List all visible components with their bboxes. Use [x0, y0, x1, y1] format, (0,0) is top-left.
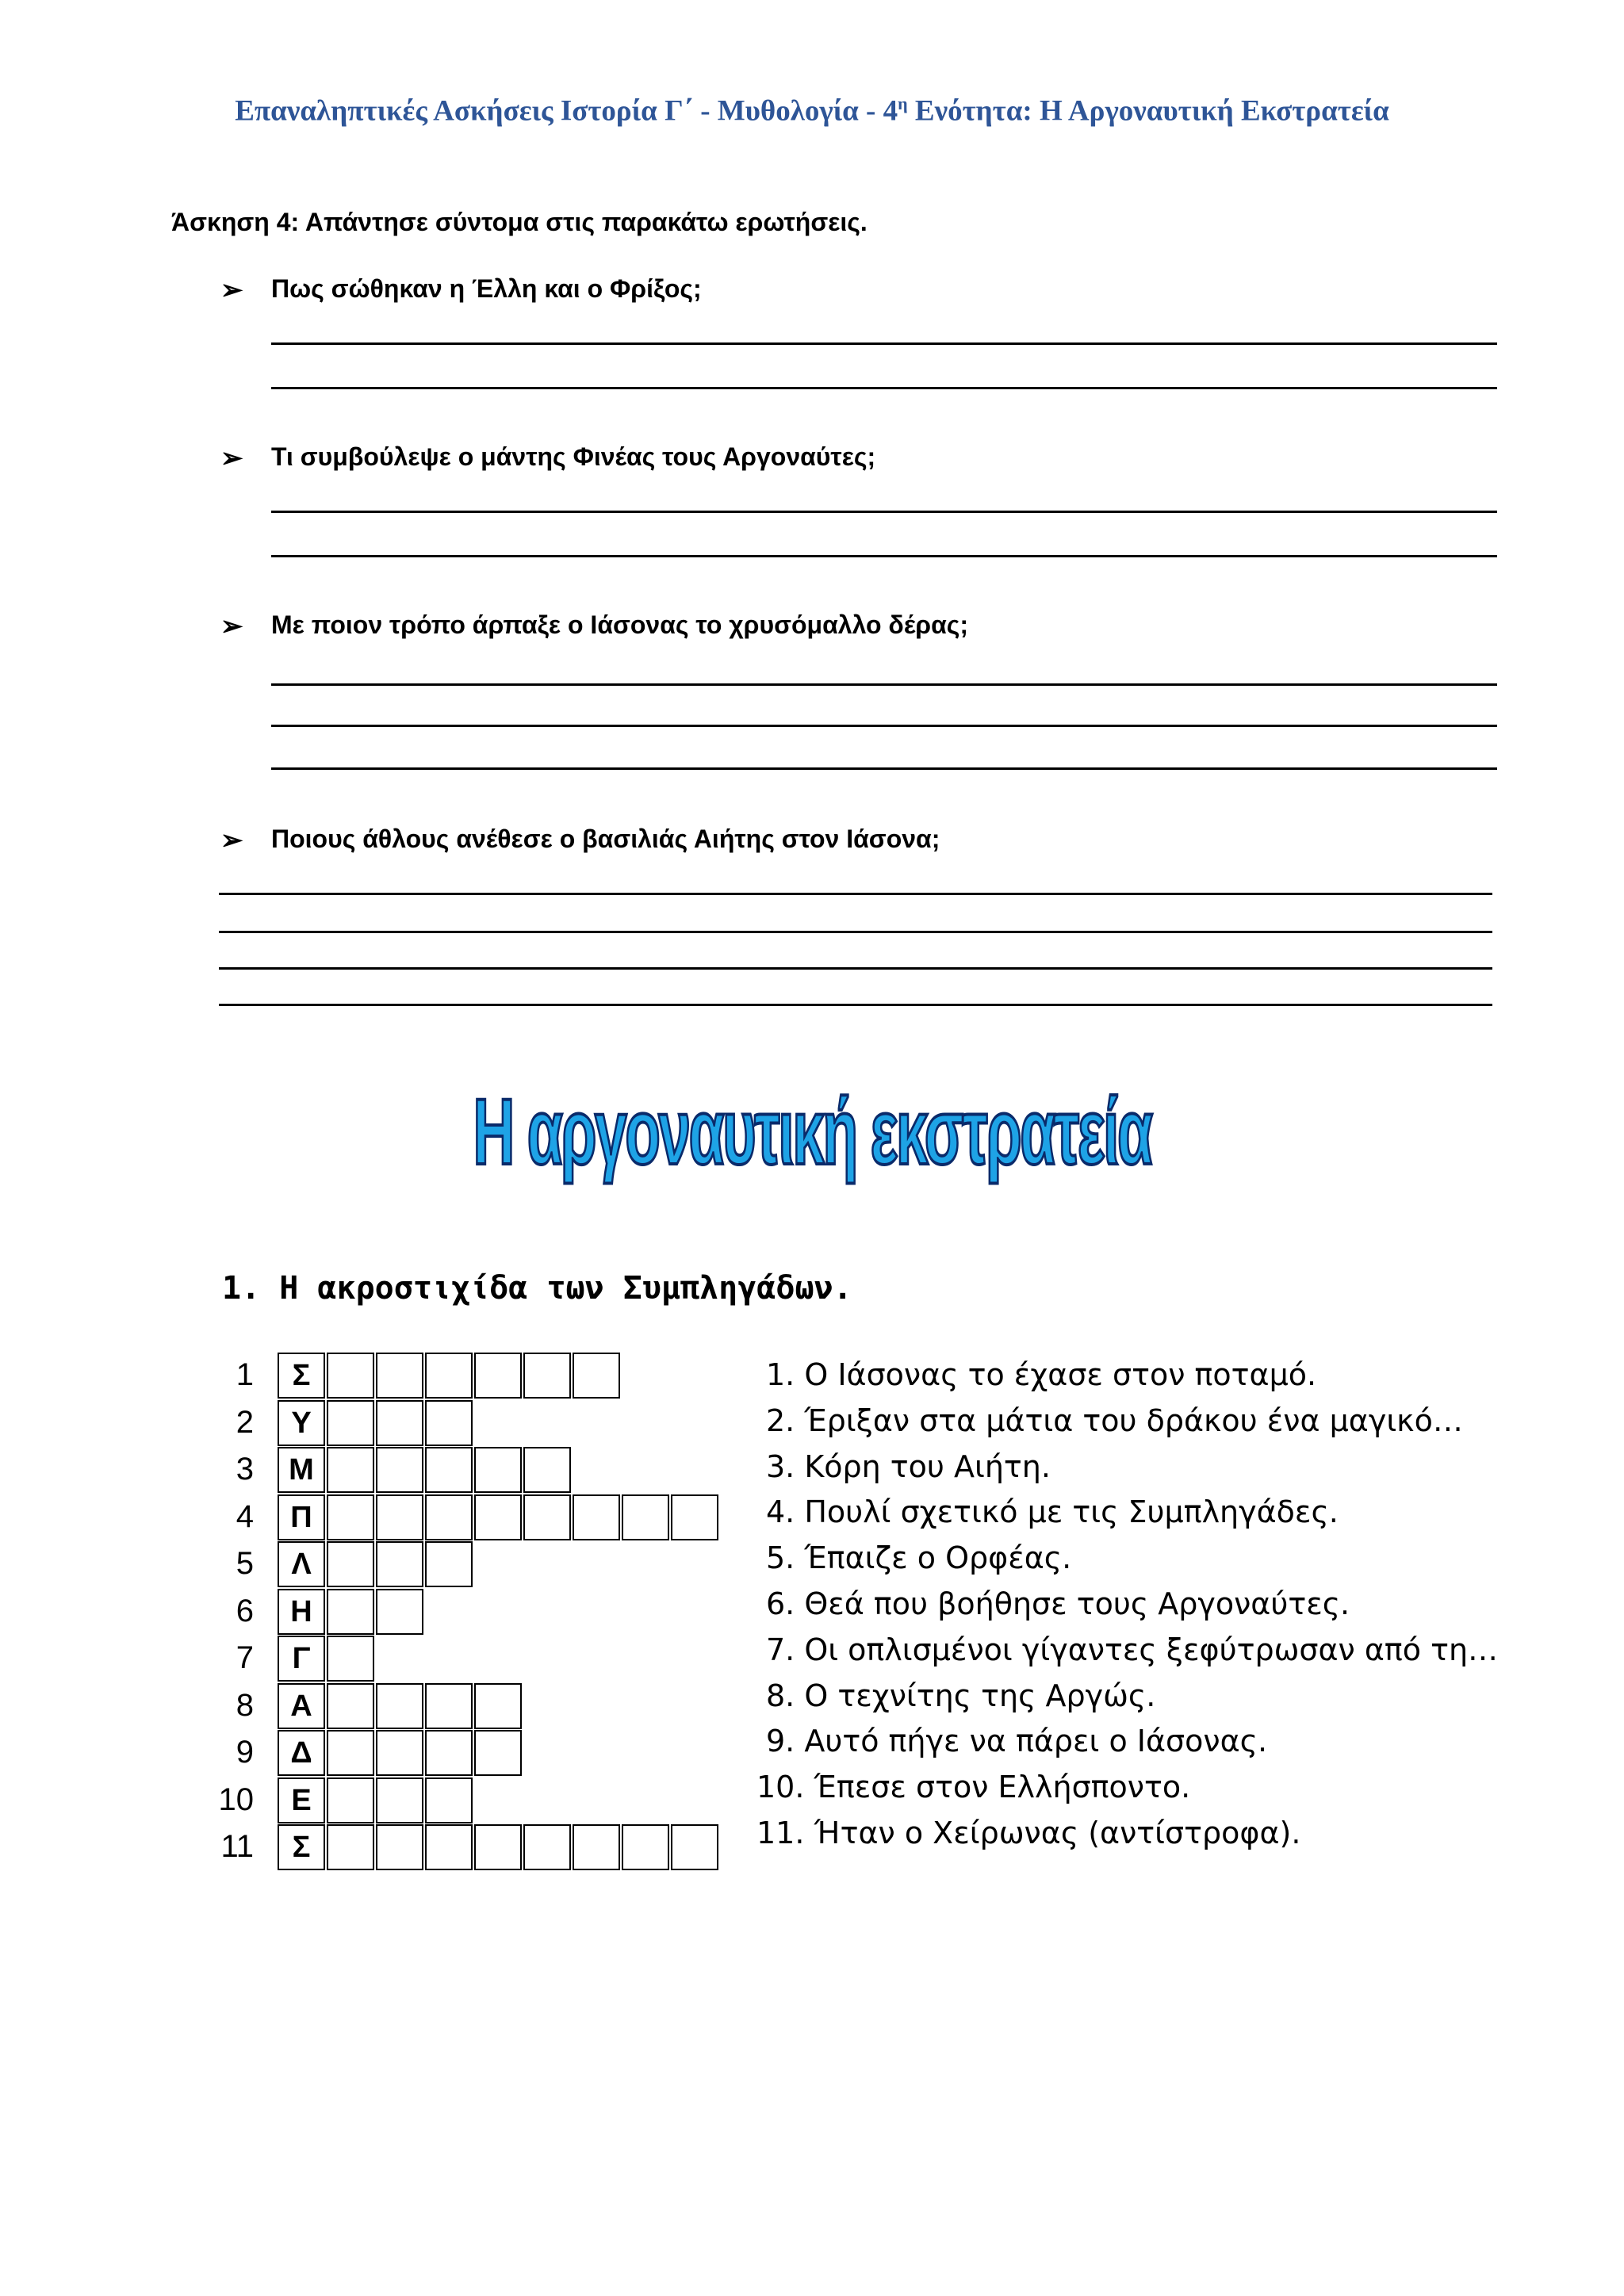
blank-cell[interactable] [573, 1353, 620, 1399]
acrostic-letter-cell: Η [278, 1589, 325, 1635]
arrow-bullet-icon: ➢ [220, 443, 243, 473]
row-number: 4 [236, 1498, 254, 1534]
blank-cell[interactable] [425, 1541, 473, 1587]
blank-cell[interactable] [474, 1447, 522, 1493]
blank-cell[interactable] [327, 1683, 374, 1729]
blank-cell[interactable] [474, 1730, 522, 1776]
clue-item: 2. Έριξαν στα μάτια του δράκου ένα μαγικό… [766, 1402, 1463, 1438]
blank-cell[interactable] [327, 1541, 374, 1587]
blank-cell[interactable] [523, 1494, 571, 1540]
row-number: 10 [218, 1781, 254, 1817]
row-number: 1 [236, 1357, 254, 1392]
blank-cell[interactable] [376, 1589, 423, 1635]
header-text-part2: Ενότητα: Η Αργοναυτική Εκστρατεία [907, 94, 1389, 128]
blank-cell[interactable] [425, 1400, 473, 1446]
clue-item: 6. Θεά που βοήθησε τους Αργοναύτες. [766, 1586, 1350, 1621]
blank-cell[interactable] [327, 1824, 374, 1870]
blank-cell[interactable] [622, 1494, 669, 1540]
blank-cell[interactable] [376, 1683, 423, 1729]
decorative-title: Η αργοναυτική εκστρατεία [473, 1080, 1151, 1184]
blank-cell[interactable] [671, 1824, 718, 1870]
blank-cell[interactable] [376, 1400, 423, 1446]
acrostic-letter-cell: Σ [278, 1353, 325, 1399]
answer-line[interactable] [271, 683, 1497, 686]
blank-cell[interactable] [523, 1824, 571, 1870]
clue-item: 7. Οι οπλισμένοι γίγαντες ξεφύτρωσαν από τη… [766, 1632, 1499, 1667]
acrostic-letter-cell: Σ [278, 1824, 325, 1870]
blank-cell[interactable] [425, 1447, 473, 1493]
arrow-bullet-icon: ➢ [220, 275, 243, 305]
blank-cell[interactable] [474, 1683, 522, 1729]
row-number: 6 [236, 1593, 254, 1628]
blank-cell[interactable] [327, 1589, 374, 1635]
blank-cell[interactable] [523, 1353, 571, 1399]
blank-cell[interactable] [327, 1353, 374, 1399]
blank-cell[interactable] [573, 1494, 620, 1540]
question-text: Ποιους άθλους ανέθεσε ο βασιλιάς Αιήτης στον Ιάσονα; [271, 825, 940, 853]
blank-cell[interactable] [425, 1353, 473, 1399]
blank-cell[interactable] [327, 1400, 374, 1446]
question-text: Τι συμβούλεψε ο μάντης Φινέας τους Αργοναύτες; [271, 442, 876, 471]
clue-item: 8. Ο τεχνίτης της Αργώς. [766, 1678, 1156, 1713]
acrostic-letter-cell: Ε [278, 1777, 325, 1823]
answer-line[interactable] [271, 511, 1497, 513]
blank-cell[interactable] [327, 1447, 374, 1493]
answer-line[interactable] [219, 967, 1492, 970]
row-number: 5 [236, 1546, 254, 1581]
page-header [0, 94, 1624, 128]
blank-cell[interactable] [376, 1730, 423, 1776]
blank-cell[interactable] [327, 1636, 374, 1682]
row-number: 7 [236, 1640, 254, 1675]
puzzle-title: 1. Η ακροστιχίδα των Συμπληγάδων. [222, 1270, 852, 1307]
answer-line[interactable] [219, 931, 1492, 933]
answer-line[interactable] [271, 725, 1497, 727]
acrostic-letter-cell: Μ [278, 1447, 325, 1493]
blank-cell[interactable] [573, 1824, 620, 1870]
blank-cell[interactable] [425, 1683, 473, 1729]
blank-cell[interactable] [376, 1353, 423, 1399]
blank-cell[interactable] [376, 1541, 423, 1587]
clue-item: 1. Ο Ιάσονας το έχασε στον ποταμό. [766, 1357, 1317, 1392]
row-number: 3 [236, 1452, 254, 1487]
acrostic-letter-cell: Π [278, 1494, 325, 1540]
answer-line[interactable] [219, 893, 1492, 895]
blank-cell[interactable] [425, 1777, 473, 1823]
blank-cell[interactable] [523, 1447, 571, 1493]
answer-line[interactable] [271, 767, 1497, 770]
blank-cell[interactable] [425, 1730, 473, 1776]
clue-item: 11. Ήταν ο Χείρωνας (αντίστροφα). [756, 1816, 1301, 1850]
blank-cell[interactable] [327, 1777, 374, 1823]
blank-cell[interactable] [327, 1494, 374, 1540]
exercise-title: Άσκηση 4: Απάντησε σύντομα στις παρακάτω ερωτήσεις. [171, 208, 868, 236]
blank-cell[interactable] [327, 1730, 374, 1776]
arrow-bullet-icon: ➢ [220, 825, 243, 855]
blank-cell[interactable] [376, 1494, 423, 1540]
arrow-bullet-icon: ➢ [220, 611, 243, 641]
acrostic-letter-cell: Γ [278, 1636, 325, 1682]
blank-cell[interactable] [376, 1777, 423, 1823]
question-text: Πως σώθηκαν η Έλλη και ο Φρίξος; [271, 274, 702, 303]
clue-item: 4. Πουλί σχετικό με τις Συμπληγάδες. [766, 1494, 1339, 1530]
blank-cell[interactable] [671, 1494, 718, 1540]
answer-line[interactable] [271, 555, 1497, 557]
blank-cell[interactable] [376, 1824, 423, 1870]
blank-cell[interactable] [474, 1494, 522, 1540]
clue-item: 5. Έπαιζε ο Ορφέας. [766, 1540, 1072, 1576]
blank-cell[interactable] [425, 1824, 473, 1870]
row-number: 8 [236, 1687, 254, 1723]
blank-cell[interactable] [425, 1494, 473, 1540]
clue-item: 9. Αυτό πήγε να πάρει ο Ιάσονας. [766, 1724, 1268, 1759]
row-number: 2 [236, 1404, 254, 1440]
blank-cell[interactable] [474, 1824, 522, 1870]
header-text-part1: Επαναληπτικές Ασκήσεις Ιστορία Γ΄ - Μυθολογία - 4 [235, 94, 898, 128]
acrostic-letter-cell: Δ [278, 1730, 325, 1776]
acrostic-letter-cell: Λ [278, 1541, 325, 1587]
answer-line[interactable] [271, 342, 1497, 345]
blank-cell[interactable] [376, 1447, 423, 1493]
blank-cell[interactable] [474, 1353, 522, 1399]
question-text: Με ποιον τρόπο άρπαξε ο Ιάσονας το χρυσόμαλλο δέρας; [271, 610, 969, 639]
clue-item: 10. Έπεσε στον Ελλήσποντο. [756, 1770, 1191, 1805]
header-superscript: η [898, 94, 908, 113]
answer-line[interactable] [219, 1004, 1492, 1006]
acrostic-letter-cell: Α [278, 1683, 325, 1729]
row-number: 9 [236, 1735, 254, 1770]
acrostic-letter-cell: Υ [278, 1400, 325, 1446]
clue-item: 3. Κόρη του Αιήτη. [766, 1448, 1051, 1484]
row-number: 11 [220, 1829, 254, 1864]
blank-cell[interactable] [622, 1824, 669, 1870]
answer-line[interactable] [271, 387, 1497, 389]
